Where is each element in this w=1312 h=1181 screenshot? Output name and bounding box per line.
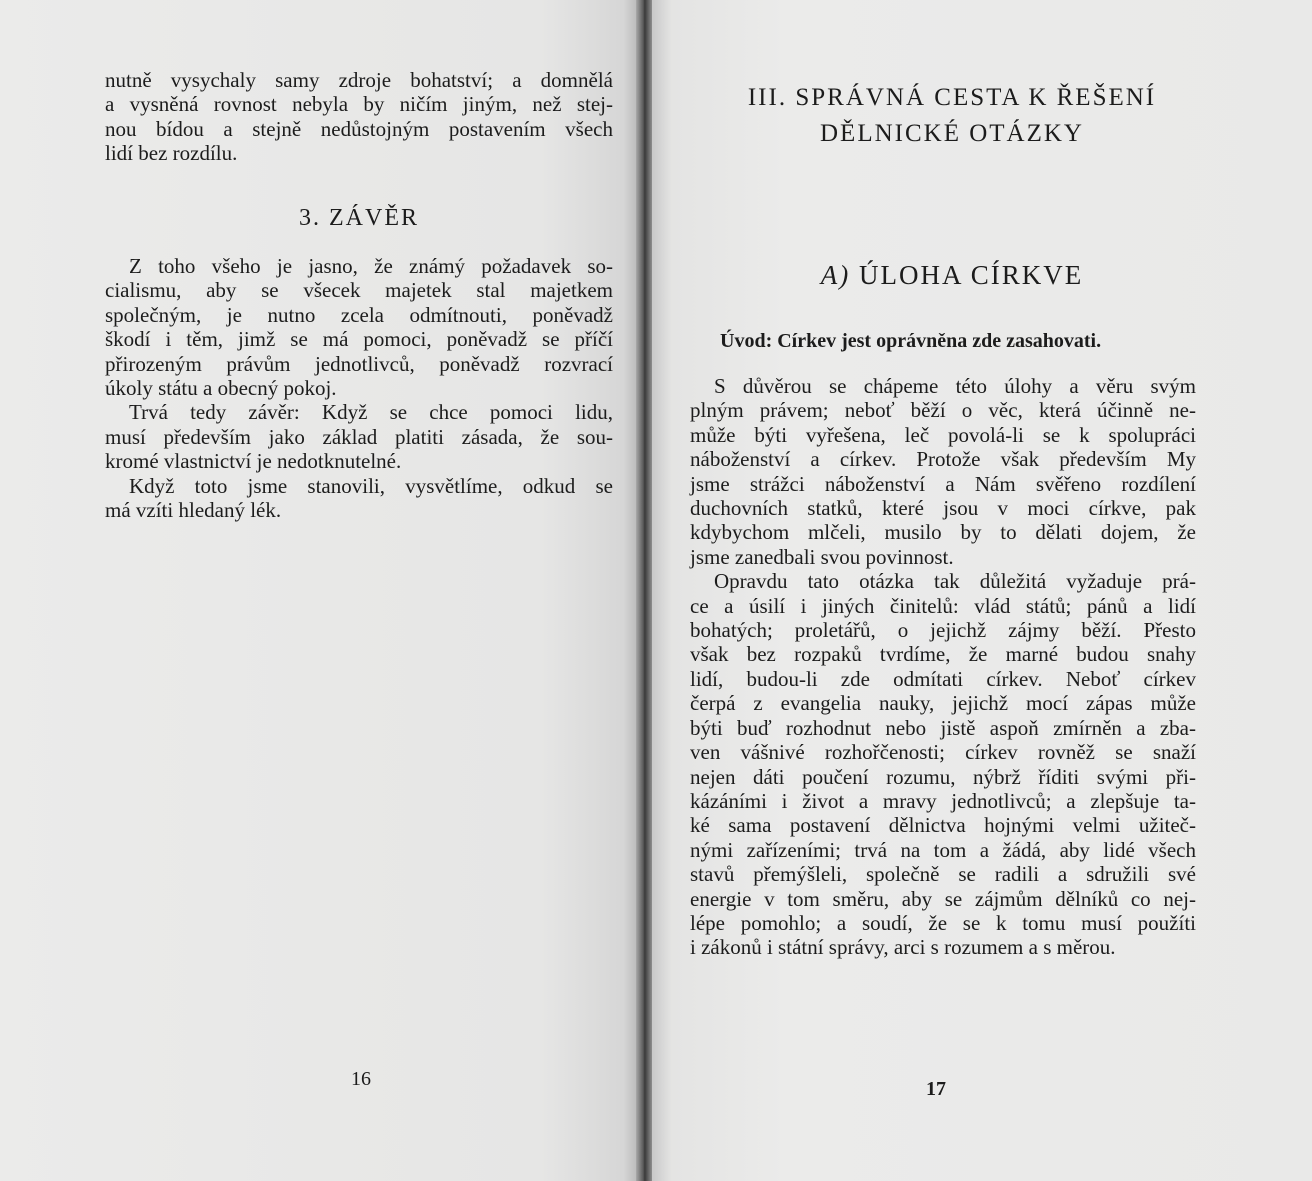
text-line: náboženství a církev. Protože však především My (690, 447, 1196, 472)
text-line: nými zařízeními; trvá na tom a žádá, aby lidé všech (690, 837, 1196, 862)
text-line: čerpá z evangelia nauky, jejichž mocí zápas může (690, 691, 1196, 716)
text-line: duchovních statků, které jsou v moci církve, pak (690, 496, 1196, 521)
text-line: býti buď rozhodnut nebo jistě aspoň zmírněn a zba- (690, 715, 1196, 740)
text-line: Z toho všeho je jasno, že známý požadavek so- (129, 254, 613, 278)
paragraph (105, 474, 613, 523)
text-line: lidí bez rozdílu. (105, 141, 238, 166)
page-number-left: 16 (351, 1068, 371, 1090)
text-line: lidí, budou-li zde odmítati církev. Neboť církev (690, 666, 1196, 691)
section-heading: 3. ZÁVĚR (299, 205, 419, 231)
left-intro-text (105, 68, 613, 166)
chapter-title-line1: III. SPRÁVNÁ CESTA K ŘEŠENÍ (747, 84, 1157, 111)
text-line: i zákonů i státní správy, arci s rozumem a s měrou. (690, 935, 1116, 960)
chapter-title-line2: DĚLNICKÉ OTÁZKY (820, 120, 1084, 147)
text-line: plným právem; neboť běží o věc, která účinně ne- (690, 398, 1196, 423)
paragraph (105, 254, 613, 400)
text-line: kdybychom mlčeli, musilo by to dělati dojem, že (690, 520, 1196, 545)
section-title (672, 260, 1232, 291)
paragraph (690, 374, 1196, 569)
text-line: může býti vyřešena, leč povolá-li se k spolupráci (690, 422, 1196, 447)
text-line: nejen dáti poučení rozumu, nýbrž říditi svými při- (690, 764, 1196, 789)
text-line: S důvěrou se chápeme této úlohy a věru svým (714, 374, 1196, 398)
text-line: škodí i těm, jimž se má pomoci, poněvadž se příčí (105, 327, 613, 352)
text-line: bohatých; proletářů, o jejichž zájmy běží. Přesto (690, 618, 1196, 643)
text-line: musí především jako základ platiti zásada, že sou- (105, 424, 613, 449)
section-title-text: ÚLOHA CÍRKVE (858, 260, 1084, 290)
text-line: však bez rozpaků tvrdíme, že marné budou snahy (690, 642, 1196, 667)
left-page (0, 0, 636, 1181)
text-line: stavů přemýšleli, společně se radili a sdružili své (690, 862, 1196, 887)
text-line: nutně vysychaly samy zdroje bohatství; a domnělá (105, 68, 613, 92)
text-line: má vzíti hledaný lék. (105, 498, 282, 523)
text-line: a vysněná rovnost nebyla by ničím jiným, než stej- (105, 92, 613, 117)
text-line: nou bídou a stejně nedůstojným postavením všech (105, 116, 613, 141)
text-line: ce a úsilí i jiných činitelů: vlád států; pánů a lidí (690, 593, 1196, 618)
text-line: ké sama postavení dělnictva hojnými velmi užiteč- (690, 813, 1196, 838)
text-line: kázáními i život a mravy jednotlivců; a zlepšuje ta- (690, 788, 1196, 813)
text-line: Opravdu tato otázka tak důležitá vyžaduje prá- (714, 569, 1196, 594)
text-line: cialismu, aby se všecek majetek stal majetkem (105, 278, 613, 303)
text-line: energie v tom směru, aby se zájmům dělníků co nej- (690, 886, 1196, 911)
text-line: kromé vlastnictví je nedotknutelné. (105, 449, 402, 474)
page-number-right: 17 (926, 1078, 946, 1100)
text-line: ven vášnivé rozhořčenosti; církev rovněž se snaží (690, 740, 1196, 765)
text-line: jsme strážci náboženství a Nám svěřeno rozdílení (690, 471, 1196, 496)
text-line: společným, je nutno zcela odmítnouti, poněvadž (105, 302, 613, 327)
paragraph (105, 68, 613, 166)
right-page (652, 0, 1312, 1181)
book-gutter (636, 0, 652, 1181)
left-section-text (105, 254, 613, 522)
text-line: Když toto jsme stanovili, vysvětlíme, odkud se (129, 473, 613, 498)
text-line: úkoly státu a obecný pokoj. (105, 376, 337, 401)
text-line: lépe pomohlo; a soudí, že se k tomu musí použíti (690, 910, 1196, 935)
section-prefix: A) (820, 260, 851, 290)
paragraph (690, 569, 1196, 960)
text-line: Trvá tedy závěr: Když se chce pomoci lidu, (129, 400, 613, 425)
subheading: Úvod: Církev jest oprávněna zde zasahovati. (720, 330, 1102, 352)
text-line: přirozeným právům jednotlivců, poněvadž rozvrací (105, 351, 613, 376)
right-body-text (690, 374, 1196, 960)
text-line: jsme zanedbali svou povinnost. (690, 544, 954, 569)
paragraph (105, 400, 613, 473)
